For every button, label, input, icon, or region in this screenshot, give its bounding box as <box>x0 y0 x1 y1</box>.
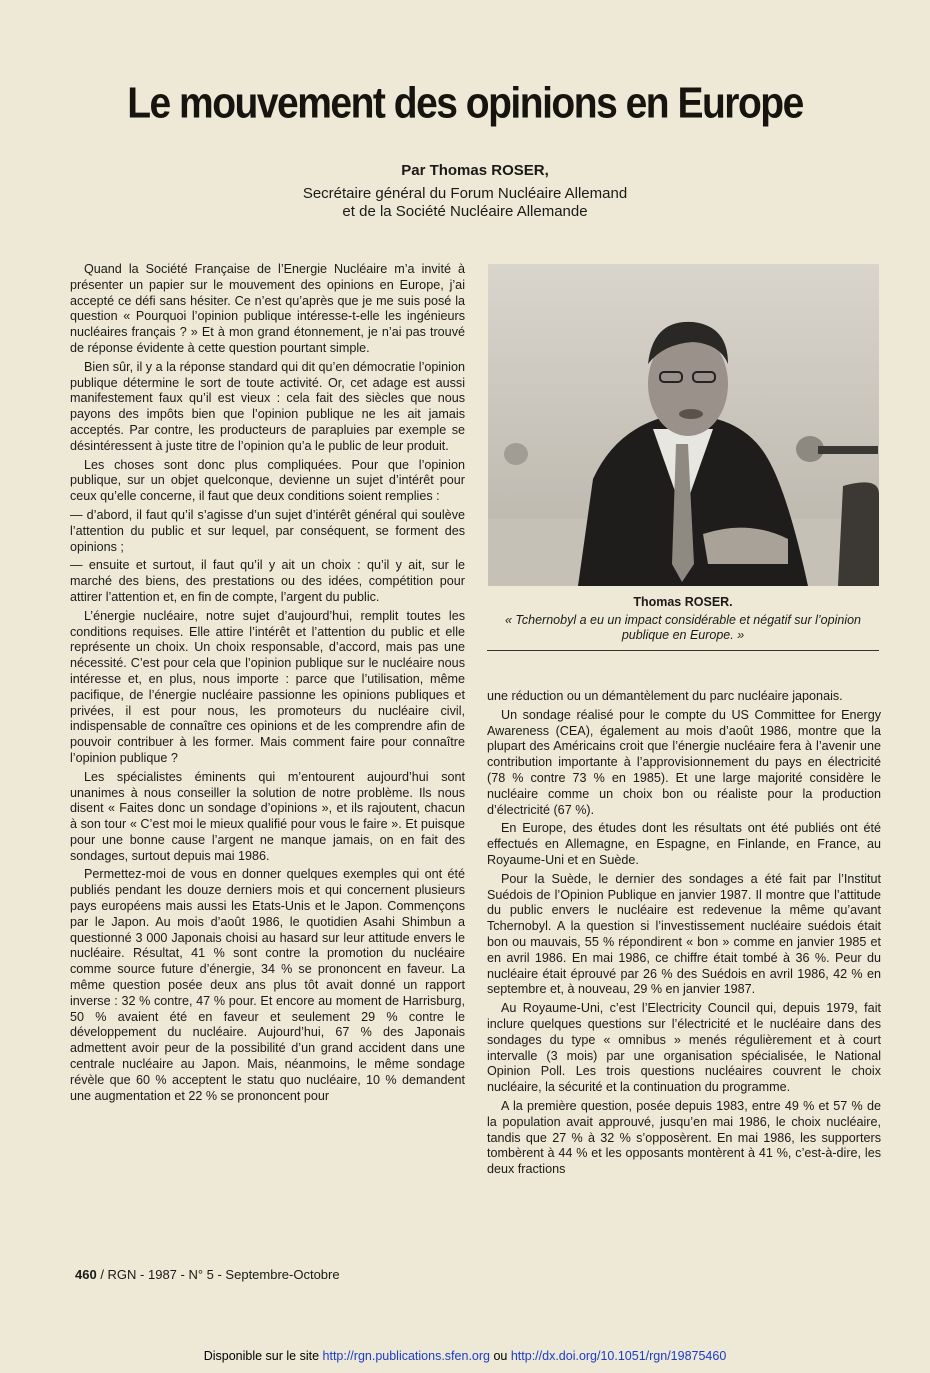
paragraph: L’énergie nucléaire, notre sujet d’aujourd’hui, remplit toutes les conditions requises. Elle attire l’intérêt et l’attention du public et elle représente un choix. Un choix responsable, d’accord, mais pas une nécessité. C’est pour cela que l’opinion publique sur le nucléaire nous intéresse et, en plus, nous importe : parce que l’utilisation, même pacifique, de l’énergie nucléaire passionne les opinions publiques et privées, il est pour nous, les promoteurs du nucléaire civil, indispensable de connaître ces opinions et de les comprendre afin de pouvoir contribuer à les former. Mais comment faire pour connaître l’opinion publique ? <box>70 608 465 765</box>
paragraph: A la première question, posée depuis 1983, entre 49 % et 57 % de la population avait approuvé, jusqu’en mai 1986, le choix nucléaire, tandis que 27 % à 32 % s’opposèrent. En mai 1986, les supporters tombèrent à 44 % et les opposants montèrent à 41 %, c’est-à-dire, les deux fractions <box>487 1098 881 1177</box>
affiliation-line-2: et de la Société Nucléaire Allemande <box>342 203 588 220</box>
author-photo <box>488 264 879 586</box>
page-number: 460 <box>75 1267 97 1282</box>
photo-caption-name: Thomas ROSER. <box>633 595 733 609</box>
page-footer <box>75 1267 340 1282</box>
paragraph: Pour la Suède, le dernier des sondages a été fait par l’Institut Suédois de l’Opinion Publique en janvier 1987. Il montre que l’attitude du public envers le nucléaire est redevenue la même qu’avant Tchernobyl. A la question si l’investissement nucléaire suédois était bon ou mauvais, 55 % répondirent « bon » comme en janvier 1985 et en avril 1986. En mai 1986, ce chiffre était tombé à 36 %. Peur du nucléaire était éprouvé par 26 % des Suédois en avril 1986, 42 % en septembre et, à nouveau, 29 % en janvier 1987. <box>487 871 881 997</box>
paragraph: Un sondage réalisé pour le compte du US Committee for Energy Awareness (CEA), également au mois d’août 1986, montre que la plupart des Américains croit que l’énergie nucléaire fera à l’avenir une contribution importante à l’approvisionnement du pays en électricité (78 % contre 73 % en 1985). Et une large majorité considère le nucléaire comme un choix bon ou réaliste pour la production d’électricité (67 %). <box>487 707 881 817</box>
paragraph: une réduction ou un démantèlement du parc nucléaire japonais. <box>487 689 843 703</box>
paragraph: — d’abord, il faut qu’il s’agisse d’un sujet d’intérêt général qui soulève l’attention du public et sur lequel, par conséquent, se forment des opinions ; <box>70 507 465 554</box>
paragraph: Au Royaume-Uni, c’est l’Electricity Council qui, depuis 1979, fait inclure quelques questions sur l’électricité et le nucléaire dans des sondages du type « omnibus » menés régulièrement et à court intervalle (3 mois) par une organisation spécialisée, le National Opinion Poll. Les trois questions nucléaires couvrent le choix nucléaire, la sécurité et la continuation du programme. <box>487 1001 881 1095</box>
photo-caption-quote: « Tchernobyl a eu un impact considérable et négatif sur l’opinion publique en Europe. » <box>504 613 861 642</box>
availability-middle: ou <box>489 1349 511 1363</box>
site-link[interactable]: http://rgn.publications.sfen.org <box>322 1349 490 1363</box>
issue-info: / RGN - 1987 - N° 5 - Septembre-Octobre <box>96 1267 340 1282</box>
availability-prefix: Disponible sur le site <box>203 1349 323 1363</box>
doi-link[interactable]: http://dx.doi.org/10.1051/rgn/19875460 <box>510 1349 727 1363</box>
author-affiliation <box>0 185 930 221</box>
paragraph: Les spécialistes éminents qui m’entourent aujourd’hui sont unanimes à nous conseiller la solution de notre problème. Ils nous disent « Faites donc un sondage d’opinions », et ils rajoutent, chacun à son tour « C’est moi le mieux qualifié pour vous le faire ». Et puisque pour une bonne cause l’argent ne manque jamais, on en fait des sondages, surtout depuis mai 1986. <box>70 769 465 863</box>
paragraph: Les choses sont donc plus compliquées. Pour que l’opinion publique, sur un objet quelconque, devienne un sujet d’intérêt pour ceux qu’elle concerne, il faut que deux conditions soient remplies : <box>70 457 465 504</box>
paragraph: Quand la Société Française de l’Energie Nucléaire m’a invité à présenter un papier sur le mouvement des opinions en Europe, j’ai accepté ce défi sans hésiter. Ce n’est qu’après que je me suis posé la question « Pourquoi l’opinion publique intéresse-t-elle les ingénieurs nucléaires français ? » Et à mon grand étonnement, je n’ai pas trouvé de réponse évidente à cette question pourtant simple. <box>70 262 465 355</box>
author-byline: Par Thomas ROSER, <box>401 162 549 179</box>
availability-notice <box>0 1349 930 1363</box>
paragraph: En Europe, des études dont les résultats ont été publiés ont été effectués en Allemagne, en Espagne, en Finlande, en France, au Royaume-Uni et en Suède. <box>487 821 881 867</box>
right-text-column <box>487 689 881 1181</box>
paragraph: Bien sûr, il y a la réponse standard qui dit qu’en démocratie l’opinion publique détermine le sort de toute activité. Or, cet adage est aussi manifestement faux qu’il est vieux : cela fait des siècles que nous payons des impôts bien que l’opinion publique ne les ait jamais acceptés. Par contre, les producteurs de parapluies par exemple se désintéressent à juste titre de l’opinion qu’a le public de leur produit. <box>70 359 465 453</box>
paragraph: Permettez-moi de vous en donner quelques exemples qui ont été publiés pendant les douze derniers mois et qui concernent plusieurs pays européens mais aussi les Etats-Unis et le Japon. Commençons par le Japon. Au mois d’août 1986, le quotidien Asahi Shimbun a questionné 3 000 Japonais choisi au hasard sur leur attitude envers le nucléaire. Résultat, 41 % sont contre la promotion du nucléaire comme source future d’énergie, 34 % se prononcent en faveur. La même question posée deux ans plus tôt avait donné un rapport inverse : 32 % contre, 47 % pour. Et encore au moment de Harrisburg, 50 % avaient été en faveur et seulement 29 % contre le développement du nucléaire. Aujourd’hui, 67 % des Japonais admettent avoir peur de la possibilité d’un grand accident dans une centrale nucléaire au Japon. Mais, néanmoins, le même sondage révèle que 60 % acceptent le statu quo nucléaire, 10 % demandent une augmentation et 22 % se prononcent pour <box>70 867 465 1103</box>
affiliation-line-1: Secrétaire général du Forum Nucléaire Allemand <box>302 185 628 202</box>
paragraph: — ensuite et surtout, il faut qu’il y ait un choix : qu’il y ait, sur le marché des biens, des prestations ou des idées, compétition pour attirer l’attention et, en fin de compte, l’argent du public. <box>70 558 465 604</box>
caption-divider <box>487 650 879 651</box>
article-title: Le mouvement des opinions en Europe <box>127 79 803 128</box>
portrait-illustration <box>488 264 879 586</box>
left-text-column <box>70 262 465 1107</box>
